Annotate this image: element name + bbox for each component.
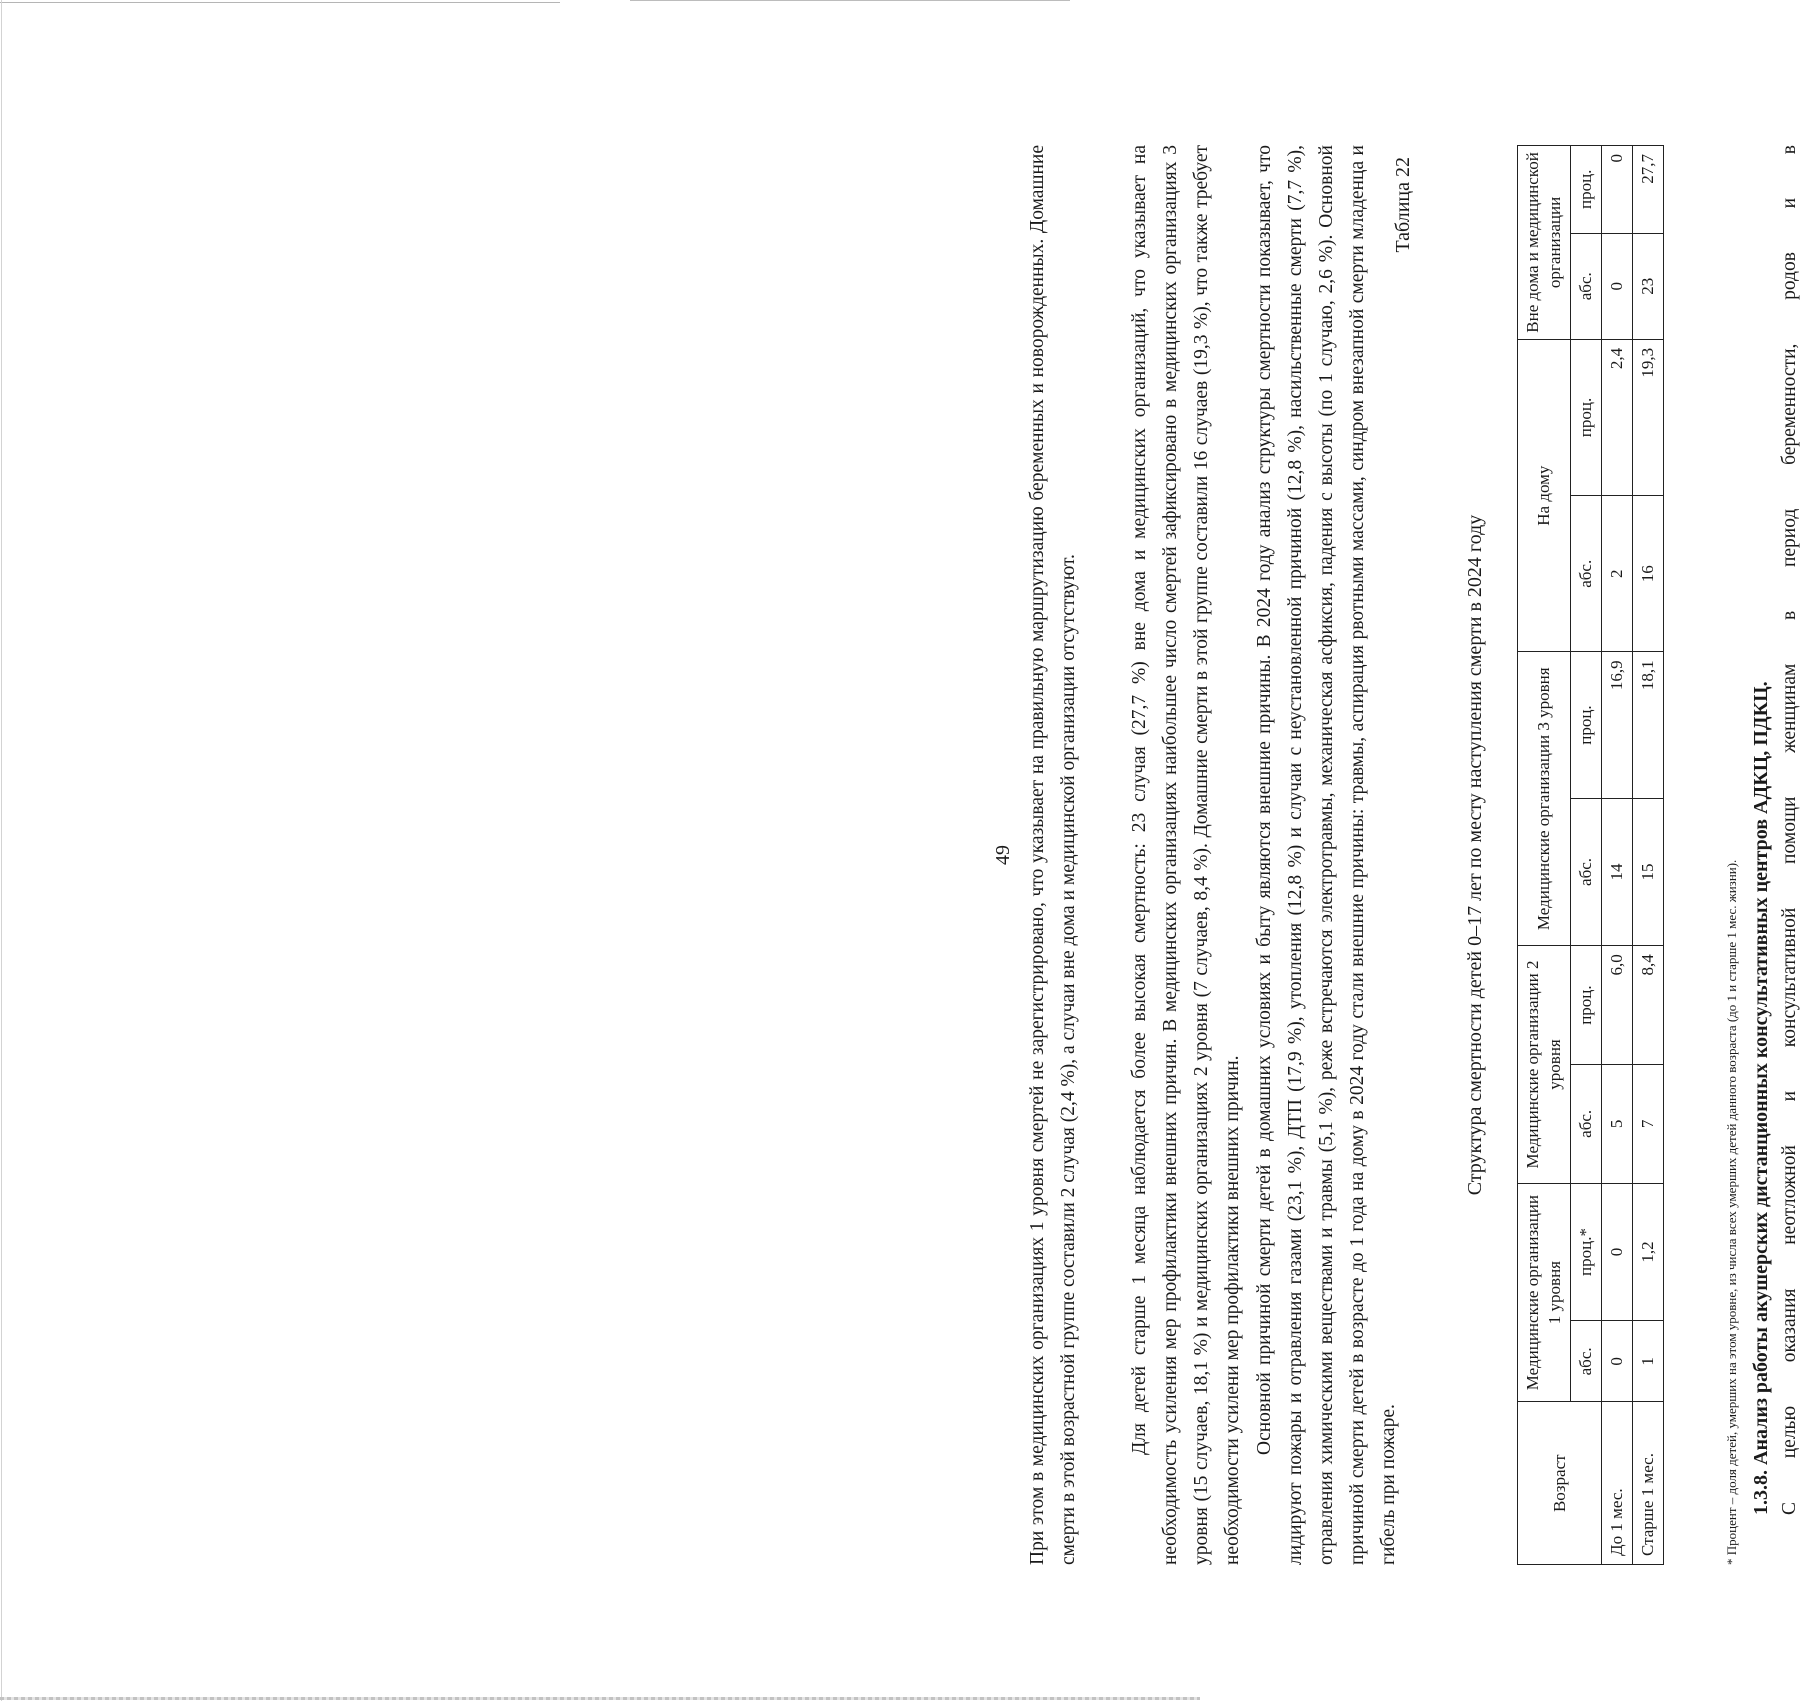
table-title: Структура смертности детей 0–17 лет по месту наступления смерти в 2024 году [1464,514,1486,1196]
subheader-abs: абс. [1571,1321,1602,1402]
table-number: Таблица 22 [1392,157,1414,253]
subheader-pct: проц.* [1571,1183,1602,1321]
header-group-outside: Вне дома и медицинской организации [1518,146,1571,340]
header-age: Возраст [1518,1402,1602,1565]
table-cell: 15 [1633,798,1664,946]
table-cell: 23 [1633,233,1664,339]
table-cell: 16,9 [1602,652,1633,798]
subheader-pct: проц. [1571,146,1602,234]
subheader-abs: абс. [1571,496,1602,652]
table-cell: 0 [1602,1183,1633,1321]
scan-edge-top [0,2,560,3]
paragraph-2: Для детей старше 1 месяца наблюдается более высокая смертность: 23 случая (27,7 %) вне дома и медицинских организаций, что указывает на необходимость усиления мер профилактики внешних причин. В медицинских организациях наибольшее число смертей зафиксировано в медицинских организациях 3 уровня (15 случаев, 18,1 %) и медицинских организациях 2 уровня (7 случаев, 8,4 %). Домашние смерти в этой группе составили 16 случаев (19,3 %), что также требует необходимости усилени мер профилактики внешних причин. [1129,145,1243,1565]
document-page [962,145,1800,1565]
table-cell: 14 [1602,798,1633,946]
table-cell: 2 [1602,496,1633,652]
table-cell: 0 [1602,1321,1633,1402]
paragraph-3: Основной причиной смерти детей в домашних условиях и быту являются внешние причины. В 2024 году анализ структуры смертности показывает, что лидируют пожары и отравления газами (23,1 %), ДТП (17,9 %), утопления (12,8 %) и случаи с неустановленной причиной (12,8 %), насильственные смерти (7,7 %), отравления химическими веществами и травмы (5,1 %), реже встречаются электротравмы, механическая асфиксия, падения с высоты (по 1 случаю, 2,6 %). Основной причиной смерти детей в возрасте до 1 года на дому в 2024 году стали внешние причины: травмы, аспирация рвотными массами, синдром внезапной смерти младенца и гибель при пожаре. [1254,145,1399,1565]
paragraph-1: При этом в медицинских организациях 1 уровня смертей не зарегистрировано, что указывает на правильную маршрутизацию беременных и новорожденных. Домашние смерти в этой возрастной группе составили 2 случая (2,4 %), а случаи вне дома и медицинской организации отсутствуют. [1027,145,1079,1565]
mortality-table [1517,145,1664,1565]
table-cell: 0 [1602,233,1633,339]
table-cell: 18,1 [1633,652,1664,798]
row-age: Старше 1 мес. [1633,1402,1664,1565]
table-cell: 6,0 [1602,946,1633,1065]
table-cell: 19,3 [1633,339,1664,495]
table-cell: 0 [1602,146,1633,234]
section-text: С целью оказания неотложной и консультативной помощи женщинам в период беременности, родов и в [1779,145,1800,1515]
header-group-mo2: Медицинские организации 2 уровня [1518,946,1571,1184]
table-cell: 1,2 [1633,1183,1664,1321]
subheader-abs: абс. [1571,233,1602,339]
table-cell: 8,4 [1633,946,1664,1065]
header-group-mo1: Медицинские организации 1 уровня [1518,1183,1571,1402]
scan-edge-top-right [630,0,1070,1]
table-row [1602,146,1633,1565]
subheader-abs: абс. [1571,1064,1602,1183]
subheader-pct: проц. [1571,339,1602,495]
row-age: До 1 мес. [1602,1402,1633,1565]
header-group-mo3: Медицинские организации 3 уровня [1518,652,1571,946]
scan-edge-bottom [0,1697,1200,1700]
subheader-pct: проц. [1571,946,1602,1065]
scan-edge-left [1,0,2,1701]
table-subheader-row [1571,146,1602,1565]
table-header-row [1518,146,1571,1565]
section-heading: 1.3.8. Анализ работы акушерских дистанционных консультативных центров АДКЦ, ПДКЦ. [1750,681,1772,1515]
table-footnote: * Процент – доля детей, умерших на этом уровне, из числа всех умерших детей данного возраста (до 1 и старше 1 мес. жизни). [1724,859,1739,1565]
table-row [1633,146,1664,1565]
table-cell: 7 [1633,1064,1664,1183]
table-cell: 27,7 [1633,146,1664,234]
table-cell: 1 [1633,1321,1664,1402]
subheader-pct: проц. [1571,652,1602,798]
page-number: 49 [992,845,1014,865]
header-group-home: На дому [1518,339,1571,652]
table-cell: 5 [1602,1064,1633,1183]
table-cell: 16 [1633,496,1664,652]
table-cell: 2,4 [1602,339,1633,495]
subheader-abs: абс. [1571,798,1602,946]
